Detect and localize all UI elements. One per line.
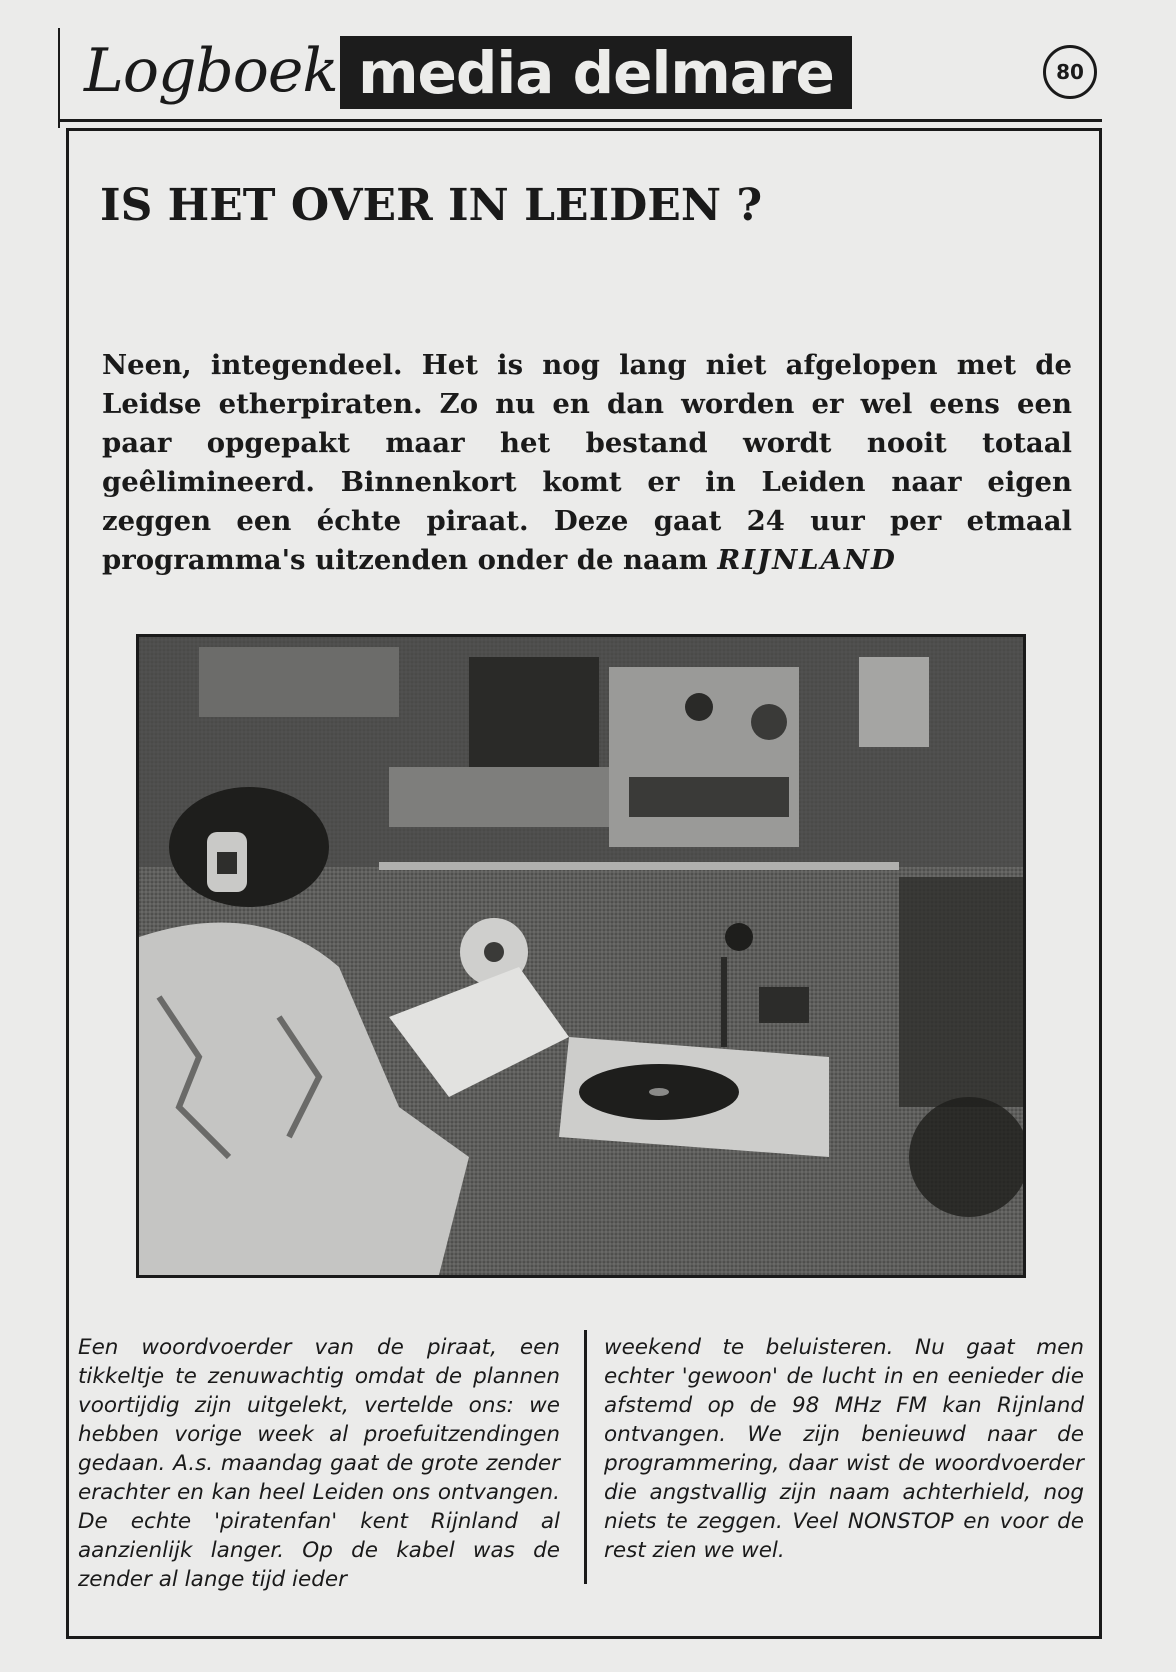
brand-wordmark: media delmare [340, 36, 852, 109]
masthead-rule [58, 119, 1102, 122]
article-headline: IS HET OVER IN LEIDEN ? [100, 180, 763, 231]
article-lead [102, 346, 1072, 580]
page-number-badge: 80 [1043, 45, 1097, 99]
studio-photo-illustration [139, 637, 1023, 1275]
station-name: RIJNLAND [717, 544, 897, 576]
lead-text: Neen, integendeel. Het is nog lang niet afgelopen met de Leidse etherpiraten. Zo nu en dan worden er wel eens een paar opgepakt maar het bestand wordt nooit totaal geêlimineerd. Binnenkort komt er in Leiden naar eigen zeggen een échte piraat. Deze gaat 24 uur per etmaal programma's uitzenden onder de naam [102, 349, 1072, 576]
body-column-right: weekend te beluisteren. Nu gaat men echter 'gewoon' de lucht in en eenieder die afstemd op de 98 MHz FM kan Rijnland ontvangen. We zijn benieuwd naar de programmering, daar wist de woordvoerder die angstvallig zijn naam achterhield, nog niets te zeggen. Veel NONSTOP en voor de rest zien we wel. [604, 1335, 1084, 1563]
studio-photo [136, 634, 1026, 1278]
column-divider [584, 1330, 587, 1584]
body-column-left: Een woordvoerder van de piraat, een tikkeltje te zenuwachtig omdat de plannen voortijdig zijn uitgelekt, vertelde ons: we hebben vorige week al proefuitzendingen gedaan. A.s. maandag gaat de grote zender erachter en kan heel Leiden ons ontvangen. De echte 'piratenfan' kent Rijnland al aanzienlijk langer. Op de kabel was de zender al lange tijd ieder [78, 1335, 560, 1592]
logbook-wordmark: Logboek [84, 36, 338, 106]
masthead [58, 28, 1102, 124]
